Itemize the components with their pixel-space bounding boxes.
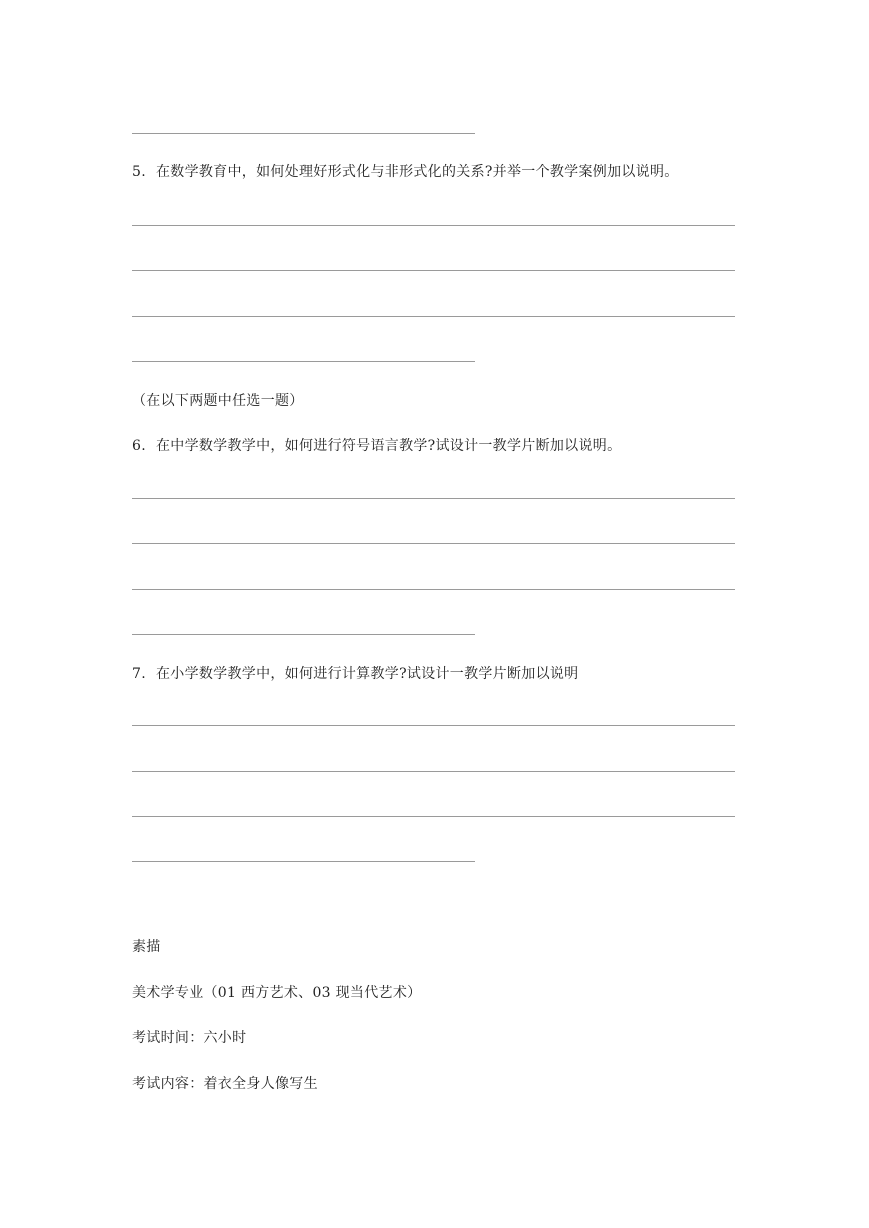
answer-line — [132, 361, 475, 362]
answer-line — [132, 771, 735, 772]
question-text: 在中学数学教学中，如何进行符号语言教学?试设计一教学片断加以说明。 — [155, 438, 622, 454]
exam-major: 美术学专业（01 西方艺术、03 现当代艺术） — [132, 985, 422, 1001]
answer-line — [132, 133, 475, 134]
answer-line — [132, 543, 735, 544]
answer-line — [132, 316, 735, 317]
question-number: 7. — [132, 666, 146, 682]
answer-line — [132, 225, 735, 226]
answer-line — [132, 498, 735, 499]
question-text: 在小学数学教学中，如何进行计算教学?试设计一教学片断加以说明 — [155, 666, 579, 682]
answer-line — [132, 270, 735, 271]
question-number: 5. — [132, 164, 146, 180]
question-7 — [132, 665, 578, 683]
answer-line — [132, 634, 475, 635]
question-5 — [132, 163, 679, 181]
question-6 — [132, 437, 621, 455]
exam-subject: 素描 — [132, 939, 161, 955]
choice-note: （在以下两题中任选一题） — [132, 393, 304, 409]
question-text: 在数学教育中，如何处理好形式化与非形式化的关系?并举一个教学案例加以说明。 — [155, 164, 679, 180]
answer-line — [132, 725, 735, 726]
exam-time: 考试时间：六小时 — [132, 1030, 247, 1046]
answer-line — [132, 589, 735, 590]
exam-content: 考试内容：着衣全身人像写生 — [132, 1076, 318, 1092]
answer-line — [132, 861, 475, 862]
question-number: 6. — [132, 438, 146, 454]
answer-line — [132, 816, 735, 817]
